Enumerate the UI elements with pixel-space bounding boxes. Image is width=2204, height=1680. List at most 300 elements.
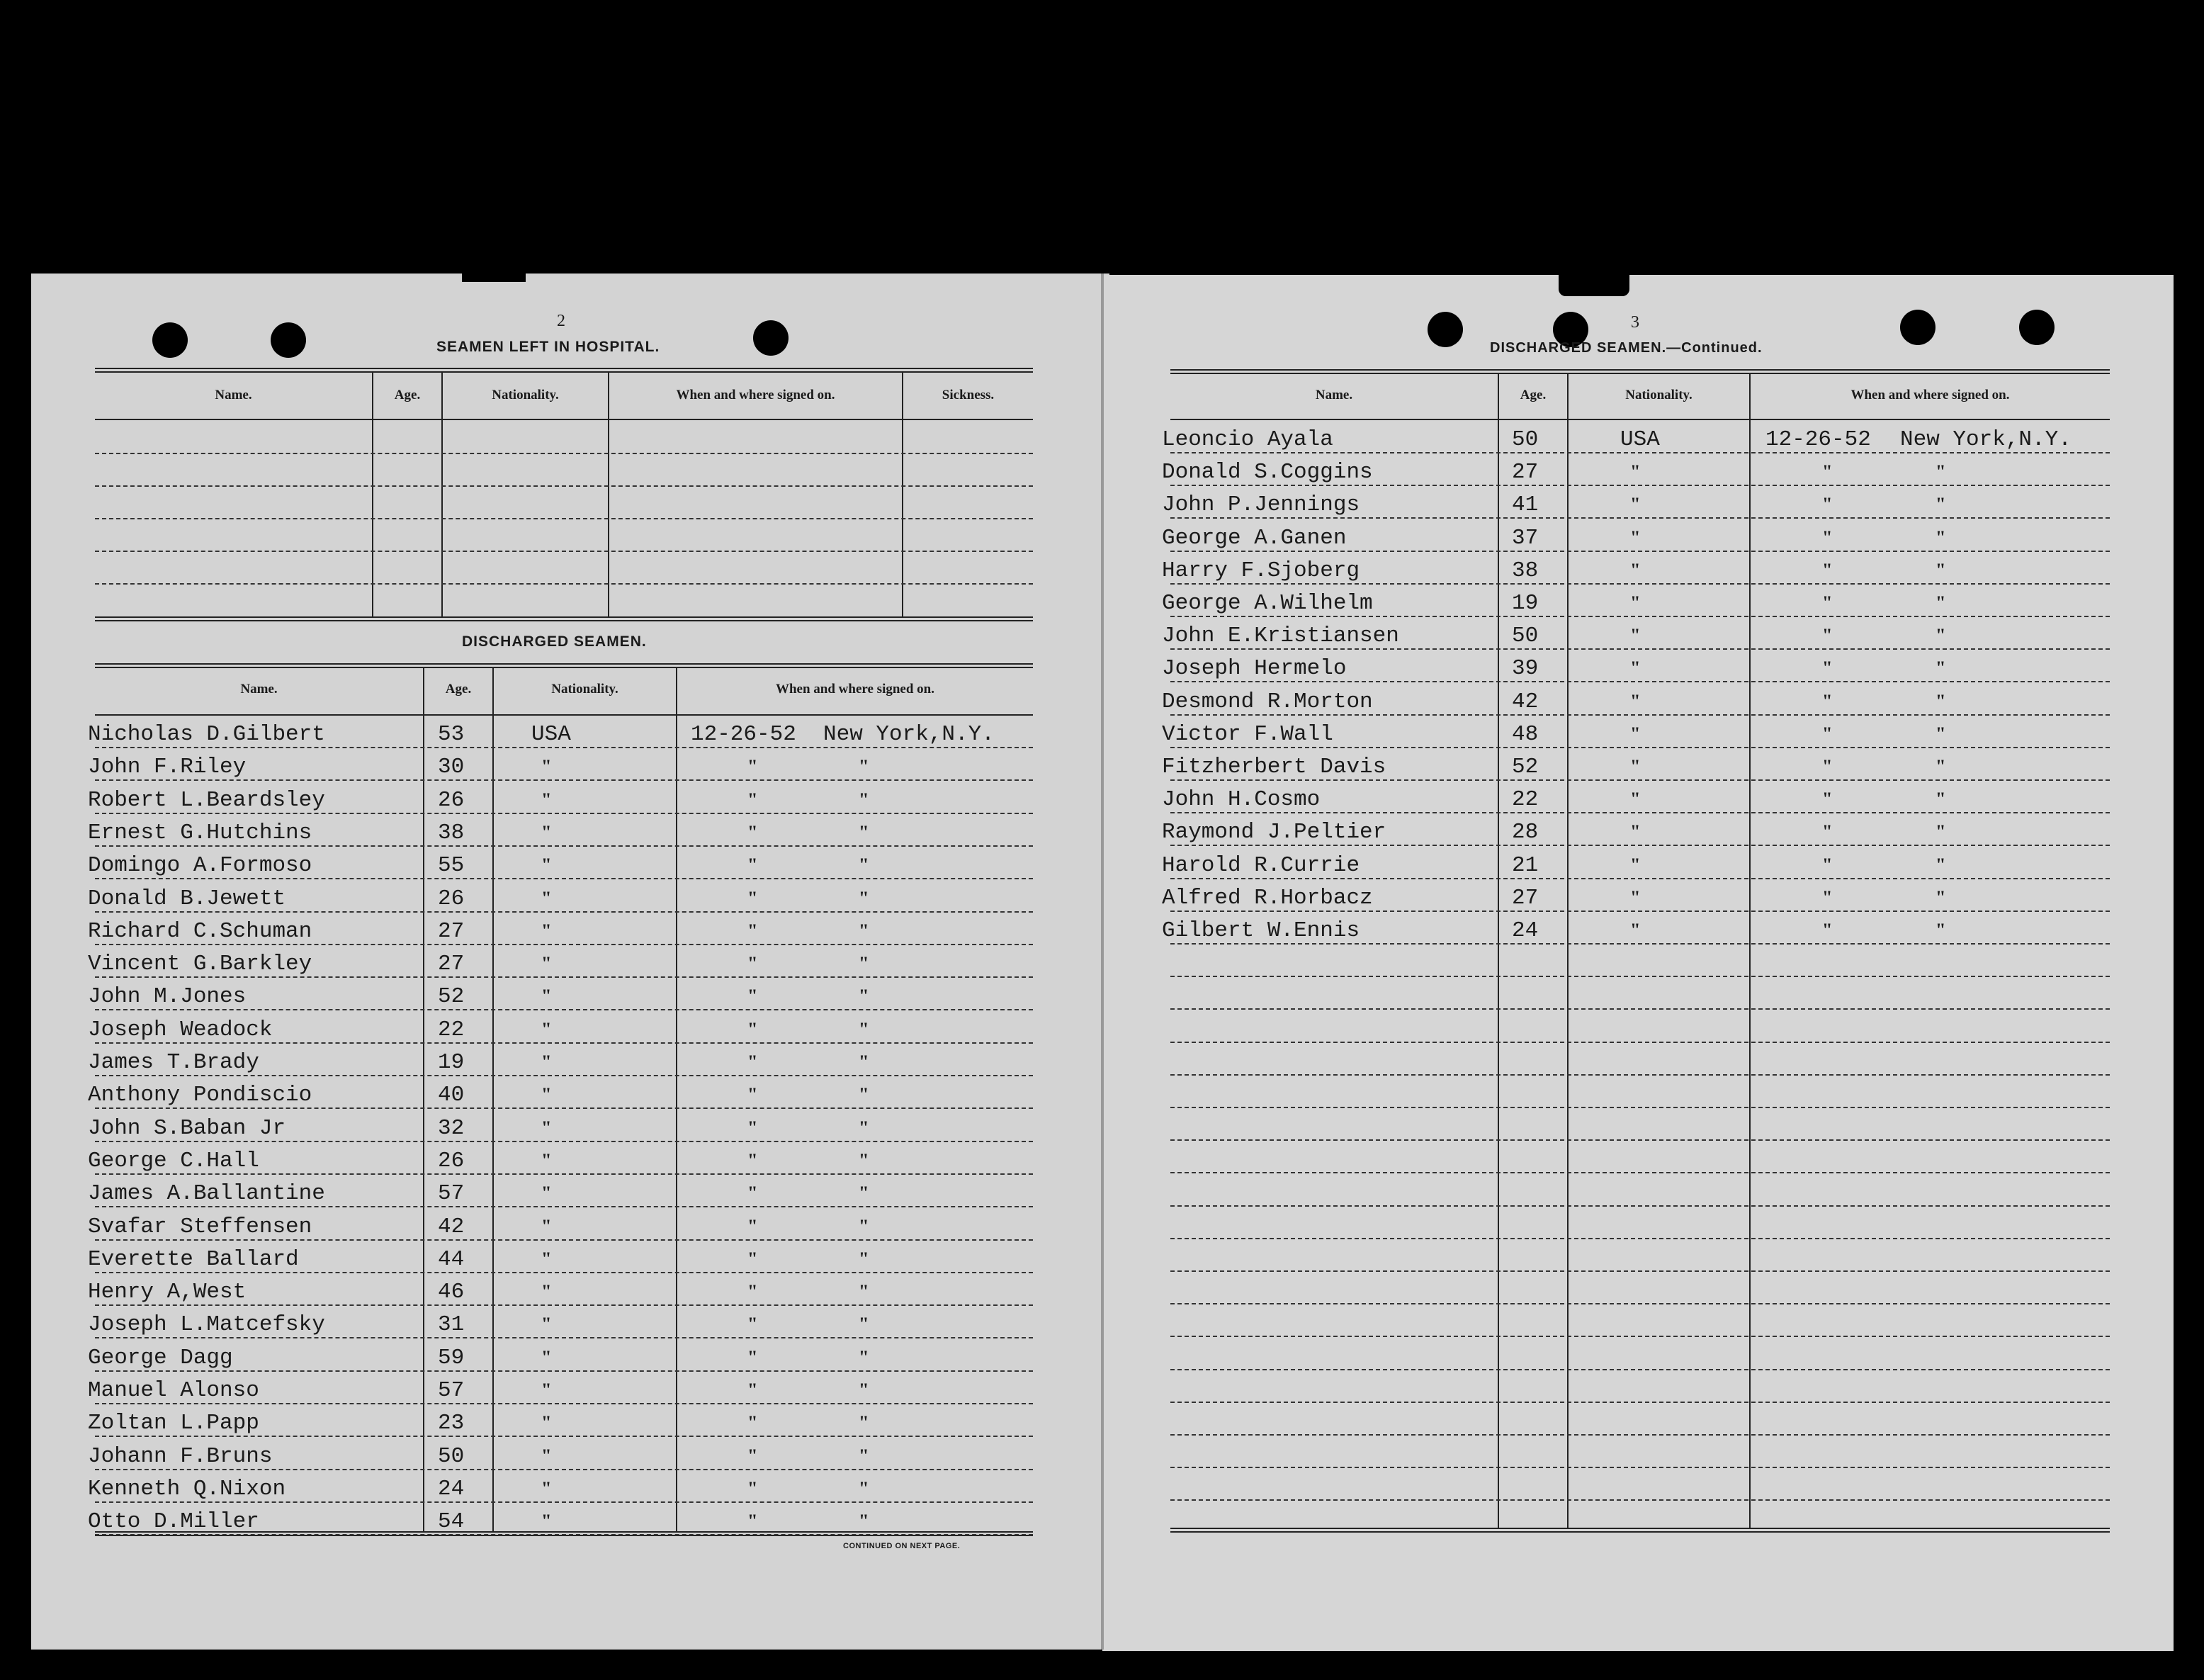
ditto-mark: " xyxy=(859,1149,869,1171)
seaman-name: George Dagg xyxy=(88,1345,233,1370)
ditto-mark: " xyxy=(1630,854,1641,875)
ditto-mark: " xyxy=(1935,920,1946,940)
ditto-mark: " xyxy=(859,1511,869,1532)
seaman-name: Gilbert W.Ennis xyxy=(1162,918,1360,943)
row-line xyxy=(95,1304,1033,1306)
punch-hole xyxy=(1428,312,1463,347)
row-line xyxy=(95,813,1033,814)
seaman-age: 55 xyxy=(438,853,465,879)
seaman-name: Svafar Steffensen xyxy=(88,1214,312,1239)
column-header: Nationality. xyxy=(551,682,618,697)
row-line xyxy=(1170,1499,2110,1501)
column-header: When and where signed on. xyxy=(775,682,934,697)
column-header: Age. xyxy=(1520,388,1547,402)
seaman-name: Kenneth Q.Nixon xyxy=(88,1476,286,1501)
row-line xyxy=(1170,1303,2110,1304)
ditto-mark: " xyxy=(541,1248,552,1269)
row-line xyxy=(1170,845,2110,846)
ditto-mark: " xyxy=(859,855,869,876)
ditto-mark: " xyxy=(1630,494,1641,515)
seaman-age: 24 xyxy=(438,1476,465,1501)
column-header: When and where signed on. xyxy=(676,388,835,402)
row-line xyxy=(95,779,1033,781)
ditto-mark: " xyxy=(1822,526,1833,548)
seaman-name: Alfred R.Horbacz xyxy=(1162,885,1373,911)
seaman-name: Vincent G.Barkley xyxy=(88,952,312,977)
ditto-mark: " xyxy=(541,821,552,842)
ditto-mark: " xyxy=(859,1477,869,1499)
ditto-mark: " xyxy=(1822,821,1833,842)
row-line xyxy=(95,1272,1033,1273)
ditto-mark: " xyxy=(541,1412,552,1433)
column-header: Name. xyxy=(240,682,278,697)
seaman-name: Otto D.Miller xyxy=(88,1509,259,1535)
ditto-mark: " xyxy=(747,920,758,941)
ditto-mark: " xyxy=(859,1018,869,1039)
ditto-mark: " xyxy=(541,756,552,777)
row-line xyxy=(1170,1238,2110,1239)
ditto-mark: " xyxy=(1935,756,1946,777)
ditto-mark: " xyxy=(541,1346,552,1368)
row-line xyxy=(95,1436,1033,1437)
column-header: Nationality. xyxy=(1625,388,1692,402)
seaman-age: 57 xyxy=(438,1181,465,1207)
ditto-mark: " xyxy=(859,1084,869,1105)
seaman-name: Victor F.Wall xyxy=(1162,721,1333,747)
seaman-name: Joseph Weadock xyxy=(88,1017,273,1042)
seaman-age: 22 xyxy=(1512,787,1539,813)
ditto-mark: " xyxy=(1630,789,1641,810)
ditto-mark: " xyxy=(747,1084,758,1105)
ditto-mark: " xyxy=(859,756,869,777)
row-line xyxy=(1170,452,2110,453)
table-rule xyxy=(95,419,1033,420)
ditto-mark: " xyxy=(747,1248,758,1269)
ditto-mark: " xyxy=(747,1314,758,1335)
column-header: Sickness. xyxy=(942,388,995,402)
ditto-mark: " xyxy=(859,887,869,908)
ditto-mark: " xyxy=(747,1117,758,1138)
row-line xyxy=(1170,1008,2110,1010)
ditto-mark: " xyxy=(1935,592,1946,613)
ditto-mark: " xyxy=(1630,690,1641,711)
seaman-name: George A.Ganen xyxy=(1162,525,1347,551)
seaman-name: Nicholas D.Gilbert xyxy=(88,722,325,747)
continued-note: CONTINUED ON NEXT PAGE. xyxy=(843,1542,961,1550)
row-line xyxy=(1170,747,2110,748)
ditto-mark: " xyxy=(541,1084,552,1105)
row-line xyxy=(95,1042,1033,1044)
signed-on-date: 12-26-52 xyxy=(691,722,796,747)
row-line xyxy=(95,1337,1033,1338)
ditto-mark: " xyxy=(541,1215,552,1236)
row-line xyxy=(95,845,1033,847)
ditto-mark: " xyxy=(747,1445,758,1466)
ditto-mark: " xyxy=(1822,690,1833,711)
ditto-mark: " xyxy=(747,756,758,777)
punch-hole xyxy=(152,322,188,358)
seaman-age: 21 xyxy=(1512,852,1539,878)
row-line xyxy=(95,1107,1033,1109)
ditto-mark: " xyxy=(859,953,869,974)
seaman-age: 23 xyxy=(438,1411,465,1436)
page-gutter xyxy=(1101,274,1104,1650)
row-line xyxy=(1170,943,2110,945)
discharged-title: DISCHARGED SEAMEN. xyxy=(462,633,647,650)
row-line xyxy=(95,1009,1033,1010)
row-line xyxy=(1170,779,2110,781)
ditto-mark: " xyxy=(1822,559,1833,580)
discharged-continued-title: DISCHARGED SEAMEN.—Continued. xyxy=(1490,340,1763,356)
signed-on-date: 12-26-52 xyxy=(1765,427,1871,452)
ditto-mark: " xyxy=(541,887,552,908)
seaman-age: 26 xyxy=(438,886,465,911)
seaman-age: 46 xyxy=(438,1280,465,1305)
ditto-mark: " xyxy=(541,986,552,1007)
row-line xyxy=(95,551,1033,552)
column-divider xyxy=(492,668,494,1531)
row-line xyxy=(1170,812,2110,813)
ditto-mark: " xyxy=(1630,592,1641,613)
seaman-age: 44 xyxy=(438,1246,465,1272)
hospital-title: SEAMEN LEFT IN HOSPITAL. xyxy=(436,339,660,355)
row-line xyxy=(95,944,1033,945)
seaman-age: 37 xyxy=(1512,525,1539,551)
row-line xyxy=(95,747,1033,748)
ditto-mark: " xyxy=(1935,854,1946,875)
ditto-mark: " xyxy=(541,1314,552,1335)
row-line xyxy=(1170,1139,2110,1141)
ditto-mark: " xyxy=(859,1346,869,1368)
ditto-mark: " xyxy=(1630,526,1641,548)
page-number: 3 xyxy=(1631,313,1639,332)
row-line xyxy=(1170,1336,2110,1337)
row-line xyxy=(1170,911,2110,912)
ditto-mark: " xyxy=(541,1477,552,1499)
seaman-age: 27 xyxy=(438,952,465,977)
punch-hole xyxy=(271,322,306,358)
ditto-mark: " xyxy=(859,986,869,1007)
seaman-age: 42 xyxy=(1512,689,1539,714)
column-divider xyxy=(423,668,424,1531)
ditto-mark: " xyxy=(859,1314,869,1335)
ditto-mark: " xyxy=(1630,756,1641,777)
ditto-mark: " xyxy=(1630,886,1641,908)
row-line xyxy=(1170,1434,2110,1436)
ditto-mark: " xyxy=(747,1052,758,1072)
seaman-age: 22 xyxy=(438,1017,465,1042)
row-line xyxy=(1170,714,2110,716)
ditto-mark: " xyxy=(859,789,869,810)
ditto-mark: " xyxy=(1935,886,1946,908)
row-line xyxy=(1170,681,2110,682)
row-line xyxy=(95,1075,1033,1076)
ditto-mark: " xyxy=(1822,920,1833,940)
row-line xyxy=(1170,1172,2110,1173)
seaman-age: 50 xyxy=(438,1443,465,1469)
column-header: Age. xyxy=(394,388,421,402)
seaman-age: 31 xyxy=(438,1312,465,1338)
seaman-name: Everette Ballard xyxy=(88,1246,299,1272)
row-line xyxy=(95,583,1033,585)
row-line xyxy=(1170,1369,2110,1370)
seaman-name: John H.Cosmo xyxy=(1162,787,1321,813)
column-header: Name. xyxy=(215,388,252,402)
row-line xyxy=(95,518,1033,519)
seaman-age: 59 xyxy=(438,1345,465,1370)
ditto-mark: " xyxy=(1822,461,1833,483)
table-rule xyxy=(95,616,1033,621)
column-header: Name. xyxy=(1315,388,1353,402)
table-rule xyxy=(1170,419,2110,420)
table-rule xyxy=(1170,1528,2110,1533)
ditto-mark: " xyxy=(747,1346,758,1368)
ditto-mark: " xyxy=(859,1445,869,1466)
ditto-mark: " xyxy=(541,1149,552,1171)
ditto-mark: " xyxy=(1935,690,1946,711)
ditto-mark: " xyxy=(859,920,869,941)
ditto-mark: " xyxy=(1630,821,1641,842)
seaman-name: Leoncio Ayala xyxy=(1162,427,1333,452)
ditto-mark: " xyxy=(1822,723,1833,744)
seaman-name: James A.Ballantine xyxy=(88,1181,325,1207)
row-line xyxy=(1170,1205,2110,1207)
row-line xyxy=(95,1501,1033,1503)
seaman-age: 48 xyxy=(1512,721,1539,747)
row-line xyxy=(1170,1042,2110,1043)
seaman-name: Joseph Hermelo xyxy=(1162,656,1347,682)
ditto-mark: " xyxy=(541,1511,552,1532)
table-rule xyxy=(95,714,1033,716)
ditto-mark: " xyxy=(1822,625,1833,646)
ditto-mark: " xyxy=(747,1215,758,1236)
seaman-age: 42 xyxy=(438,1214,465,1239)
seaman-name: John S.Baban Jr xyxy=(88,1115,286,1141)
row-line xyxy=(95,1534,1033,1535)
ditto-mark: " xyxy=(1630,658,1641,679)
binding-tab-left xyxy=(462,268,526,282)
ditto-mark: " xyxy=(747,1149,758,1171)
seaman-age: 41 xyxy=(1512,492,1539,518)
ditto-mark: " xyxy=(747,789,758,810)
row-line xyxy=(95,1370,1033,1372)
seaman-name: John P.Jennings xyxy=(1162,492,1360,518)
ditto-mark: " xyxy=(541,1445,552,1466)
seaman-age: 39 xyxy=(1512,656,1539,682)
row-line xyxy=(1170,976,2110,977)
ditto-mark: " xyxy=(859,1052,869,1072)
ditto-mark: " xyxy=(1630,559,1641,580)
seaman-name: Raymond J.Peltier xyxy=(1162,820,1386,845)
seaman-name: Fitzherbert Davis xyxy=(1162,755,1386,779)
ditto-mark: " xyxy=(541,1183,552,1204)
ditto-mark: " xyxy=(1630,723,1641,744)
seaman-age: 53 xyxy=(438,722,465,747)
ditto-mark: " xyxy=(747,887,758,908)
ditto-mark: " xyxy=(1935,789,1946,810)
ditto-mark: " xyxy=(1935,494,1946,515)
column-divider xyxy=(902,373,903,616)
row-line xyxy=(95,1206,1033,1207)
ditto-mark: " xyxy=(1935,461,1946,483)
column-header: When and where signed on. xyxy=(1850,388,2010,402)
ditto-mark: " xyxy=(859,1380,869,1400)
seaman-name: George A.Wilhelm xyxy=(1162,591,1373,616)
ditto-mark: " xyxy=(1935,526,1946,548)
seaman-age: 38 xyxy=(1512,558,1539,583)
ditto-mark: " xyxy=(541,1052,552,1072)
ditto-mark: " xyxy=(1630,920,1641,940)
ditto-mark: " xyxy=(1935,559,1946,580)
row-line xyxy=(1170,1107,2110,1108)
seaman-age: 52 xyxy=(1512,755,1539,779)
seaman-name: Joseph L.Matcefsky xyxy=(88,1312,325,1338)
seaman-name: Manuel Alonso xyxy=(88,1378,259,1403)
ditto-mark: " xyxy=(859,1281,869,1302)
seaman-age: 26 xyxy=(438,1148,465,1173)
row-line xyxy=(95,1403,1033,1404)
ditto-mark: " xyxy=(747,986,758,1007)
row-line xyxy=(1170,1074,2110,1076)
column-header: Age. xyxy=(445,682,472,697)
row-line xyxy=(95,1239,1033,1241)
row-line xyxy=(95,485,1033,487)
seaman-name: Henry A,West xyxy=(88,1280,247,1305)
ditto-mark: " xyxy=(1822,886,1833,908)
seaman-age: 27 xyxy=(1512,885,1539,911)
row-line xyxy=(1170,878,2110,879)
ditto-mark: " xyxy=(1935,821,1946,842)
row-line xyxy=(1170,517,2110,519)
ditto-mark: " xyxy=(1630,461,1641,483)
row-line xyxy=(95,976,1033,978)
binding-tab-right xyxy=(1559,268,1629,296)
row-line xyxy=(1170,551,2110,552)
ditto-mark: " xyxy=(1935,658,1946,679)
ditto-mark: " xyxy=(541,1380,552,1400)
row-line xyxy=(1170,1467,2110,1468)
punch-hole xyxy=(753,320,789,356)
seaman-name: Johann F.Bruns xyxy=(88,1443,273,1469)
ditto-mark: " xyxy=(859,1248,869,1269)
seaman-age: 28 xyxy=(1512,820,1539,845)
column-divider xyxy=(608,373,609,616)
seaman-age: 50 xyxy=(1512,624,1539,649)
seaman-name: Zoltan L.Papp xyxy=(88,1411,259,1436)
row-line xyxy=(95,911,1033,913)
ditto-mark: " xyxy=(1630,625,1641,646)
seaman-age: 27 xyxy=(438,918,465,944)
seaman-name: Richard C.Schuman xyxy=(88,918,312,944)
seaman-age: 57 xyxy=(438,1378,465,1403)
ditto-mark: " xyxy=(747,821,758,842)
ditto-mark: " xyxy=(859,821,869,842)
seaman-age: 38 xyxy=(438,820,465,845)
seaman-name: George C.Hall xyxy=(88,1148,259,1173)
punch-hole xyxy=(2019,310,2055,345)
row-line xyxy=(1170,485,2110,486)
ditto-mark: " xyxy=(1822,854,1833,875)
seaman-name: John F.Riley xyxy=(88,755,247,780)
nationality: USA xyxy=(531,722,571,747)
seaman-age: 52 xyxy=(438,984,465,1010)
column-divider xyxy=(1567,374,1569,1528)
column-divider xyxy=(676,668,677,1531)
row-line xyxy=(1170,616,2110,617)
table-rule xyxy=(1170,369,2110,374)
seaman-name: Robert L.Beardsley xyxy=(88,787,325,813)
ditto-mark: " xyxy=(859,1215,869,1236)
ditto-mark: " xyxy=(541,1018,552,1039)
seaman-name: Harry F.Sjoberg xyxy=(1162,558,1360,583)
row-line xyxy=(1170,1402,2110,1403)
seaman-age: 19 xyxy=(1512,591,1539,616)
seaman-age: 50 xyxy=(1512,427,1539,452)
ditto-mark: " xyxy=(747,1380,758,1400)
seaman-name: Desmond R.Morton xyxy=(1162,689,1373,714)
ditto-mark: " xyxy=(859,1117,869,1138)
seaman-name: Ernest G.Hutchins xyxy=(88,820,312,845)
ditto-mark: " xyxy=(1935,625,1946,646)
ditto-mark: " xyxy=(747,1412,758,1433)
column-divider xyxy=(372,373,373,616)
ditto-mark: " xyxy=(1935,723,1946,744)
row-line xyxy=(1170,1270,2110,1272)
signed-on-place: New York,N.Y. xyxy=(823,722,995,747)
column-divider xyxy=(441,373,443,616)
row-line xyxy=(95,1141,1033,1142)
row-line xyxy=(95,1173,1033,1175)
ditto-mark: " xyxy=(747,1511,758,1532)
ditto-mark: " xyxy=(747,1018,758,1039)
nationality: USA xyxy=(1620,427,1660,452)
seaman-name: Harold R.Currie xyxy=(1162,852,1360,878)
seaman-age: 32 xyxy=(438,1115,465,1141)
seaman-age: 24 xyxy=(1512,918,1539,943)
column-divider xyxy=(1749,374,1751,1528)
table-rule xyxy=(95,368,1033,373)
seaman-age: 26 xyxy=(438,787,465,813)
signed-on-place: New York,N.Y. xyxy=(1900,427,2072,452)
ditto-mark: " xyxy=(1822,658,1833,679)
row-line xyxy=(1170,648,2110,650)
ditto-mark: " xyxy=(859,1412,869,1433)
ditto-mark: " xyxy=(1822,789,1833,810)
seaman-age: 54 xyxy=(438,1509,465,1535)
table-rule xyxy=(95,663,1033,668)
ditto-mark: " xyxy=(1822,592,1833,613)
column-header: Nationality. xyxy=(492,388,559,402)
ditto-mark: " xyxy=(541,789,552,810)
ditto-mark: " xyxy=(1822,494,1833,515)
row-line xyxy=(95,1469,1033,1470)
ditto-mark: " xyxy=(747,1281,758,1302)
ditto-mark: " xyxy=(747,855,758,876)
seaman-age: 30 xyxy=(438,755,465,780)
ditto-mark: " xyxy=(747,1183,758,1204)
row-line xyxy=(1170,583,2110,585)
ditto-mark: " xyxy=(541,1117,552,1138)
seaman-age: 40 xyxy=(438,1083,465,1108)
ditto-mark: " xyxy=(541,953,552,974)
seaman-name: Domingo A.Formoso xyxy=(88,853,312,879)
page-number: 2 xyxy=(557,312,565,330)
ditto-mark: " xyxy=(541,1281,552,1302)
punch-hole xyxy=(1900,310,1935,345)
seaman-name: John M.Jones xyxy=(88,984,247,1010)
ditto-mark: " xyxy=(747,1477,758,1499)
seaman-name: John E.Kristiansen xyxy=(1162,624,1399,649)
